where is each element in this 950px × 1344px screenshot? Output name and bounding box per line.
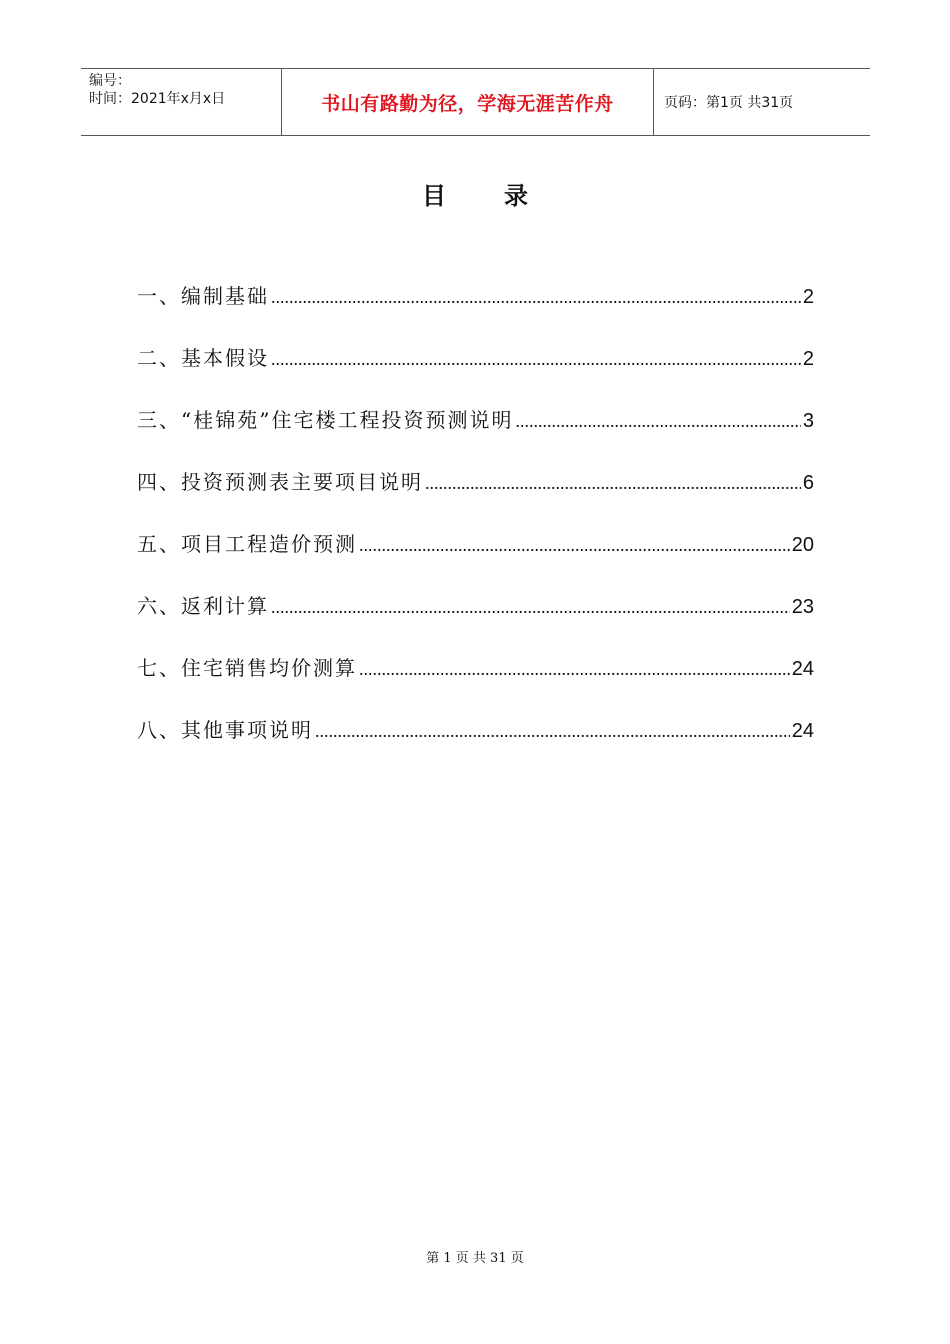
toc-leader-dots	[271, 349, 801, 370]
page-header	[81, 68, 870, 136]
toc-leader-dots	[271, 597, 790, 618]
toc-entry-page: 23	[791, 596, 814, 618]
page-title: 目录	[422, 181, 586, 210]
toc-entry[interactable]	[137, 528, 814, 590]
toc-entry-label: 八、其他事项说明	[137, 718, 313, 742]
toc-entry-label: 二、基本假设	[137, 346, 269, 370]
header-page-info: 页码：第1页 共31页	[664, 95, 794, 111]
toc-leader-dots	[315, 721, 790, 742]
toc-leader-dots	[359, 535, 790, 556]
toc-entry-label: 七、住宅销售均价测算	[137, 656, 357, 680]
toc-entry-page: 20	[791, 534, 814, 556]
toc-entry[interactable]	[137, 714, 814, 776]
toc-entry[interactable]	[137, 342, 814, 404]
toc-entry[interactable]	[137, 590, 814, 652]
serial-label: 编号：	[89, 73, 131, 89]
toc-entry-label: 三、“桂锦苑”住宅楼工程投资预测说明	[137, 408, 514, 432]
toc-entry[interactable]	[137, 652, 814, 714]
toc-entry-label: 五、项目工程造价预测	[137, 532, 357, 556]
toc-leader-dots	[271, 287, 801, 308]
toc-entry-label: 一、编制基础	[137, 284, 269, 308]
toc-entry-page: 2	[802, 348, 814, 370]
table-of-contents	[137, 280, 814, 776]
toc-entry-label: 四、投资预测表主要项目说明	[137, 470, 423, 494]
toc-entry-page: 2	[802, 286, 814, 308]
toc-entry-label: 六、返利计算	[137, 594, 269, 618]
toc-entry-page: 3	[802, 410, 814, 432]
toc-entry-page: 24	[791, 658, 814, 680]
date-text: 时间：2021年x月x日	[89, 91, 226, 107]
toc-leader-dots	[425, 473, 801, 494]
header-motto: 书山有路勤为径，学海无涯苦作舟	[281, 69, 654, 135]
toc-entry-page: 6	[802, 472, 814, 494]
page-footer: 第 1 页 共 31 页	[426, 1251, 524, 1266]
toc-entry-page: 24	[791, 720, 814, 742]
toc-leader-dots	[515, 411, 800, 432]
toc-entry[interactable]	[137, 404, 814, 466]
header-left-cell	[81, 69, 281, 135]
toc-entry[interactable]	[137, 280, 814, 342]
toc-entry[interactable]	[137, 466, 814, 528]
toc-leader-dots	[359, 659, 790, 680]
